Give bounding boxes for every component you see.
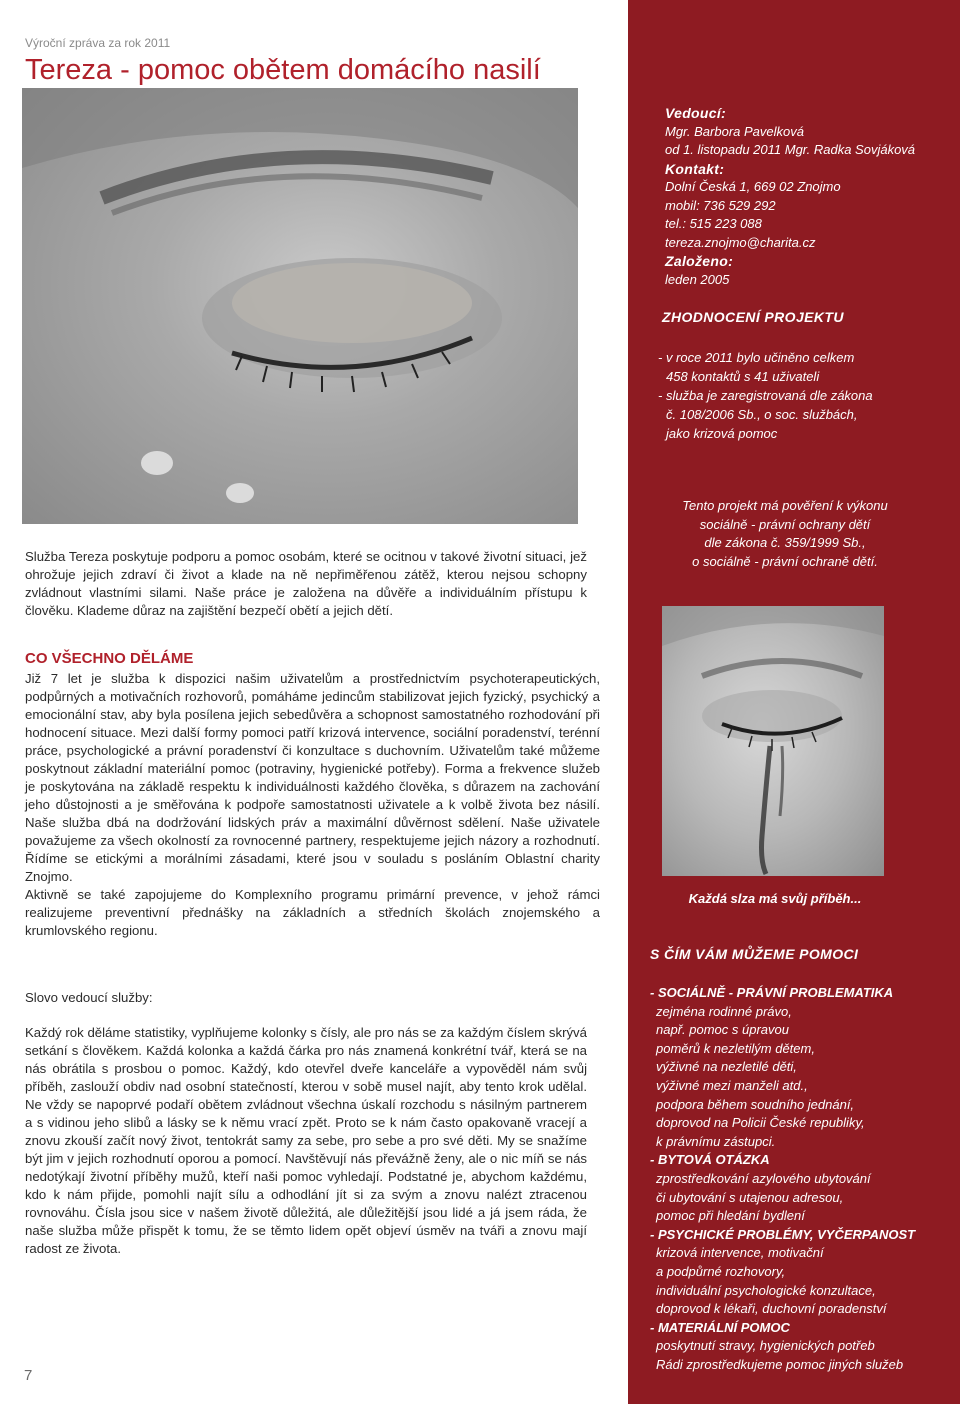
help-item: a podpůrné rozhovory, [656,1263,786,1279]
mobile: mobil: 736 529 292 [665,197,776,213]
help-item: doprovod na Policii České republiky, [656,1115,865,1131]
help-item: individuální psychologické konzultace, [656,1282,876,1298]
help-item: k právnímu zástupci. [656,1133,776,1149]
tear-eye-photo [662,606,884,876]
mandate-line: Tento projekt má pověření k výkonu [682,498,888,513]
leader-since: od 1. listopadu 2011 Mgr. Radka Sovjáková [665,142,916,157]
mandate-line: sociálně - právní ochrany dětí [699,516,871,532]
founded-label: Založeno: [665,253,734,269]
mandate-line: dle zákona č. 359/1999 Sb., [704,535,866,550]
help-item: např. pomoc s úpravou [656,1022,789,1038]
help-category: - MATERIÁLNÍ POMOC [650,1319,790,1335]
email: tereza.znojmo@charita.cz [665,234,816,250]
help-item: poměrů k nezletilým dětem, [656,1040,815,1056]
page-title: Tereza - pomoc obětem domácího nasilí [25,54,541,86]
help-item: zejména rodinné právo, [656,1003,792,1019]
help-item: poskytnutí stravy, hygienických potřeb [656,1338,875,1354]
help-item: podpora během soudního jednání, [656,1096,855,1112]
help-item: výživné na nezletilé děti, [656,1059,797,1075]
contact-label: Kontakt: [665,160,725,177]
leader-word-label: Slovo vedoucí služby: [25,990,153,1005]
evaluation-line: jako krizová pomoc [666,426,778,441]
what-we-do-paragraph-1: Již 7 let je služba k dispozici našim uživatelům a prostřednictvím psychoterapeutických, podpůrných a motivačních rozhovorů, pomáháme jedincům stabilizovat jejich fyzický, psychický a emocionální stav, aby byla posílena jejich sebedůvěra a schopnost samostatného rozhodování při hodnocení situace. Mezi další formy pomoci patří krizová intervence, sociální poradenství, terénní práce, psychologické a právní poradenství či konzultace s duchovním. Uživatelům také můžeme poskytnout základní materiální pomoc (potraviny, hygienické potřeby). Forma a frekvence služeb je poskytována na základě respektu k individuálnosti každého člověka, s důrazem na zachování jeho důstojnosti a je směřována k podpoře samostatnosti uživatele a k volbě života bez násilí. Naše služba dbá na dodržování lidských práv a maximální důvěrnost sdělení. Naše uživatele považujeme za všech okolností za rovnocenné partnery, respektujeme jejich názory a rozhodnutí. Řídíme se etickými a morálními zásadami, které jsou v souladu s posláním Oblastní charity Znojmo. [25,671,600,884]
help-category: - PSYCHICKÉ PROBLÉMY, VYČERPANOST [650,1226,916,1242]
section-body-what-we-do [25,670,600,940]
phone: tel.: 515 223 088 [665,216,762,231]
page-number: 7 [24,1367,33,1384]
evaluation-heading: ZHODNOCENÍ PROJEKTU [662,309,844,325]
help-category: - SOCIÁLNĚ - PRÁVNÍ PROBLEMATIKA [650,985,894,1000]
help-item: pomoc při hledání bydlení [656,1208,805,1224]
help-list [650,984,950,1374]
leader-word-text: Každý rok děláme statistiky, vyplňujeme kolonky s čísly, ale pro nás se za každým číslem skrývá setkání s člověkem. Každá kolonka a každá čárka pro nás znamená konkrétní tvář, která se na nás obrátila s prosbou o pomoc. Každý, kdo otevřel dveře kanceláře a vypověděl nám svůj příběh, zaslouží obdiv nad osobní statečností, kterou v sobě musel najít, aby tento krok udělal. Ne vždy se napoprvé podaří obětem zvládnout všechna úskalí rozchodu s násilným partnerem a s vidinou jeho slibů a lásky se k němu vrací zpět. Proto se k nám často opakovaně vracejí a znovu zkouší začít nový život, tentokrát samy za sebe, pro sebe a pro své děti. My se snažíme být jim v jejich rozhodnutí oporou a pomocí. Navštěvují nás převážně ženy, ale o nic míň se nás nedotýkají životní příběhy mužů, kteří naši pomoc vyhledají. Podstatné je, abychom každému, kdo k nám přijde, pomohli najít sílu a odhodlání jít si za svým a znovu nalézt ztracenou rovnováhu. Čísla jsou sice v našem životě důležitá, ale důležitější jsou lidé a já jsem ráda, že naše služba může přispět k tomu, že se těmto lidem opět objeví úsměv na tváři a znovu mají radost ze života. [25,1025,587,1256]
mandate-line: o sociálně - právní ochraně dětí. [692,553,878,569]
leader-label: Vedoucí: [665,105,726,121]
evaluation-line: 458 kontaktů s 41 uživateli [666,369,820,384]
help-item: výživné mezi manželi atd., [656,1077,808,1093]
contact-block [665,104,955,289]
address: Dolní Česká 1, 669 02 Znojmo [665,179,841,194]
evaluation-line: - služba je zaregistrovaná dle zákona [658,388,873,403]
help-item: či ubytování s utajenou adresou, [656,1189,844,1205]
help-heading: S ČÍM VÁM MŮŽEME POMOCI [650,946,859,962]
crying-eye-photo [22,88,578,524]
evaluation-line: č. 108/2006 Sb., o soc. službách, [666,407,858,422]
help-category: - BYTOVÁ OTÁZKA [650,1152,770,1168]
help-item: krizová intervence, motivační [656,1245,824,1261]
section-title-what-we-do: CO VŠECHNO DĚLÁME [25,650,194,667]
help-item: Rádi zprostředkujeme pomoc jiných služeb [656,1356,904,1372]
mandate-note [650,497,920,571]
what-we-do-paragraph-2: Aktivně se také zapojujeme do Komplexního programu primární prevence, v jehož rámci realizujeme preventivní přednášky na základních a středních školách znojemského a krumlovského regionu. [25,887,600,938]
leader-name: Mgr. Barbora Pavelková [665,123,804,139]
report-label: Výroční zpráva za rok 2011 [25,36,171,50]
intro-paragraph: Služba Tereza poskytuje podporu a pomoc osobám, které se ocitnou v takové životní situaci, jež ohrožuje jejich zdraví či život a klade na ně nepřiměřenou zátěž, kterou nejsou schopny zvládnout vlastními silami. Naše práce je založena na důvěře a individuálním přístupu k člověku. Klademe důraz na zajištění bezpečí obětí a jejich dětí. [25,549,587,618]
evaluation-list [658,348,948,443]
photo-caption: Každá slza má svůj příběh... [688,891,862,906]
founded-value: leden 2005 [665,271,730,287]
evaluation-line: - v roce 2011 bylo učiněno celkem [658,350,855,365]
help-item: zprostředkování azylového ubytování [656,1170,871,1186]
help-item: doprovod k lékaři, duchovní poradenství [656,1301,887,1317]
